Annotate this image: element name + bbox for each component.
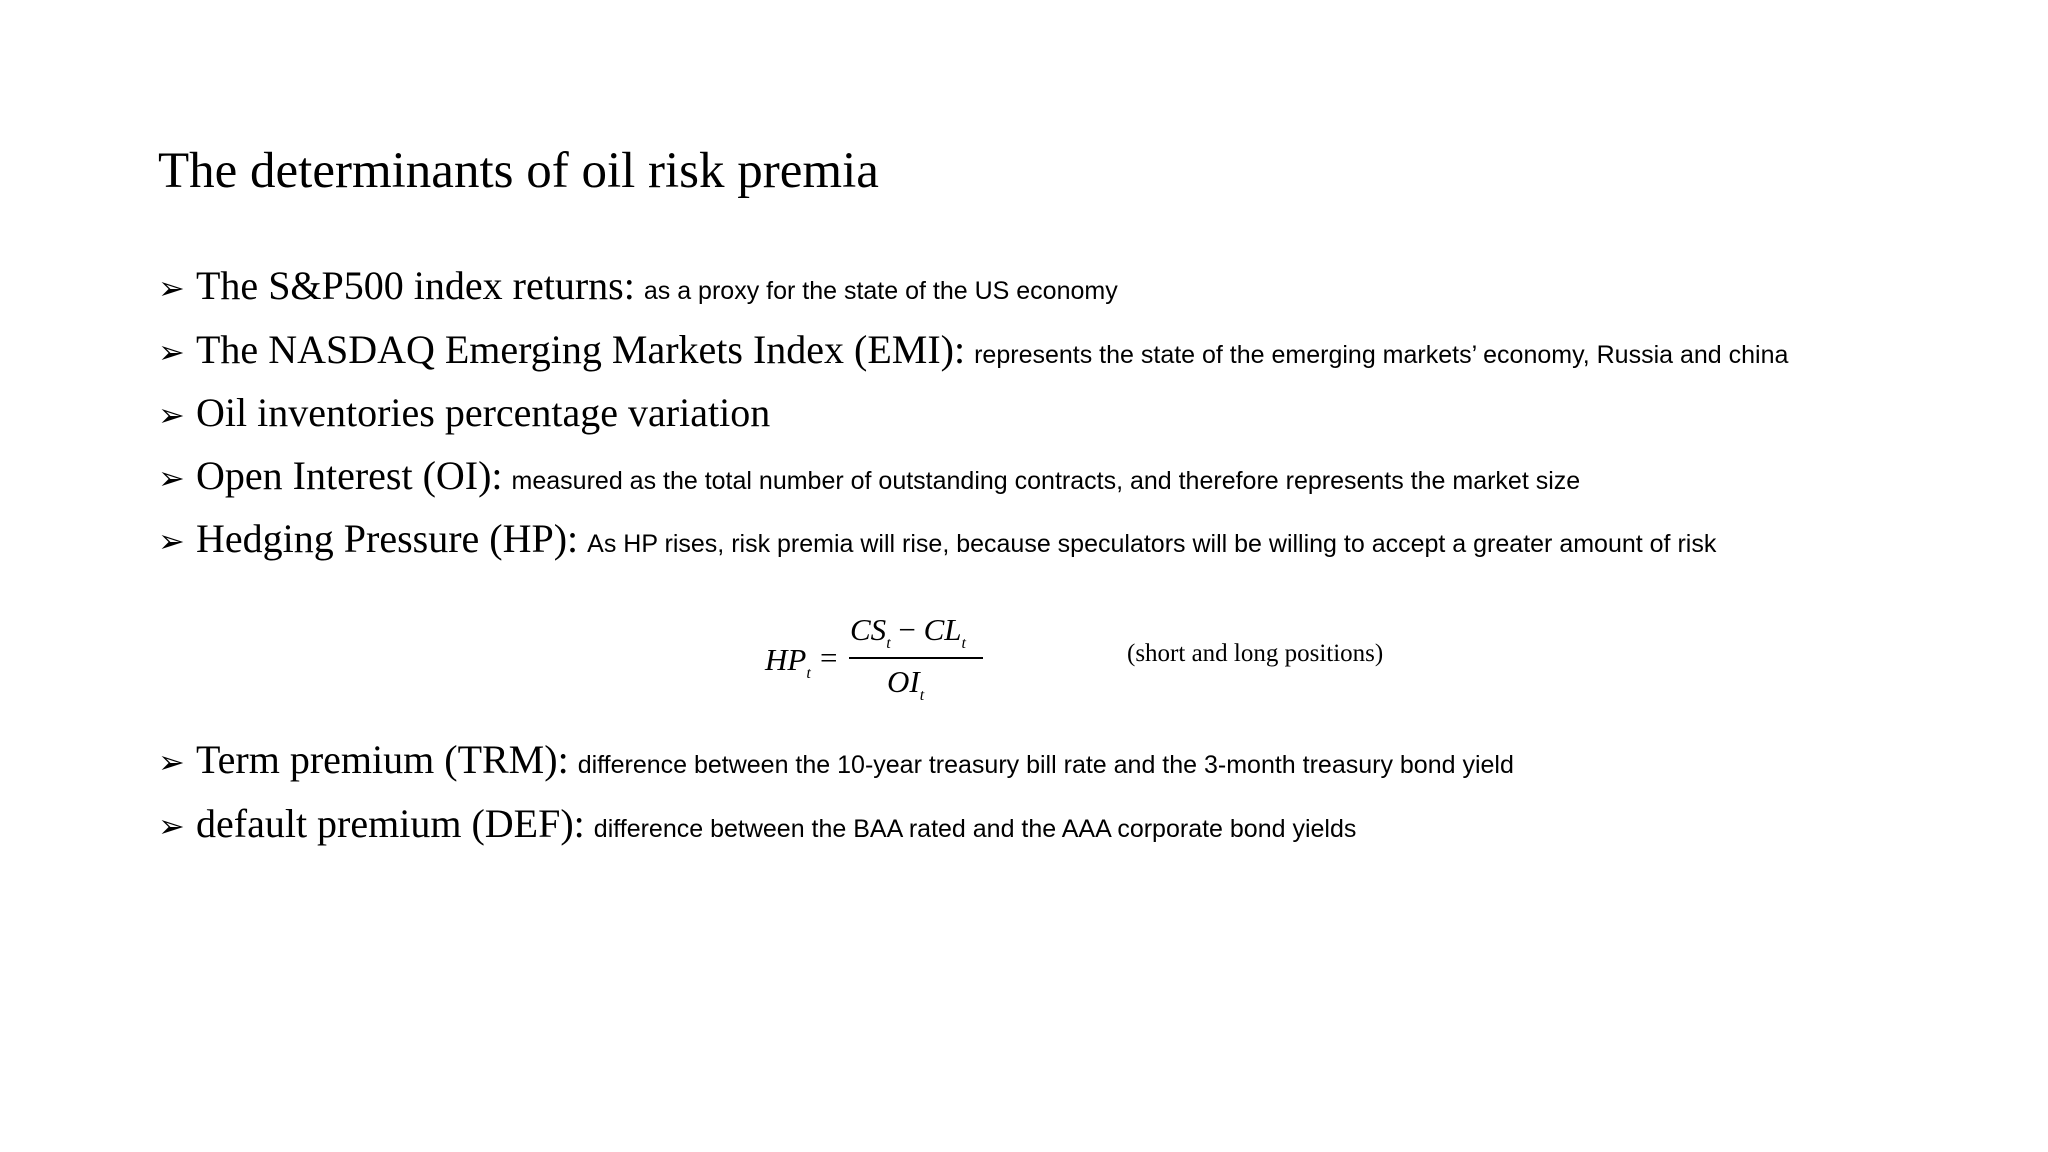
arrow-bullet-icon: ➢ xyxy=(158,743,185,781)
arrow-bullet-icon: ➢ xyxy=(158,269,185,307)
bullet-desc: measured as the total number of outstanding contracts, and therefore represents the market size xyxy=(511,467,1581,495)
bullet-desc: difference between the 10-year treasury bill rate and the 3-month treasury bond yield xyxy=(577,751,1514,779)
bullet-desc: As HP rises, risk premia will rise, because speculators will be willing to accept a greater amount of risk xyxy=(587,530,1717,558)
arrow-bullet-icon: ➢ xyxy=(158,459,185,497)
bullet-term: The NASDAQ Emerging Markets Index (EMI): xyxy=(196,327,966,372)
arrow-bullet-icon: ➢ xyxy=(158,807,185,845)
formula-denominator: $OI_t$ xyxy=(887,664,925,704)
arrow-bullet-icon: ➢ xyxy=(158,396,185,434)
arrow-bullet-icon: ➢ xyxy=(158,522,185,560)
bullet-desc: difference between the BAA rated and the AAA corporate bond yields xyxy=(593,815,1357,843)
formula-equals: = xyxy=(820,640,838,675)
bullet-term: Hedging Pressure (HP): xyxy=(196,516,579,561)
bullet-open-interest xyxy=(158,452,1580,512)
bullet-term: Term premium (TRM): xyxy=(196,737,569,782)
bullet-term: default premium (DEF): xyxy=(196,801,585,846)
bullet-hedging-pressure xyxy=(158,515,1716,575)
arrow-bullet-icon: ➢ xyxy=(158,333,185,371)
bullet-default-premium xyxy=(158,800,1356,860)
bullet-emi xyxy=(158,326,1788,386)
bullet-term: Oil inventories percentage variation xyxy=(196,390,771,435)
bullet-desc: represents the state of the emerging markets’ economy, Russia and china xyxy=(974,341,1789,369)
bullet-sp500 xyxy=(158,262,1118,322)
fraction-bar xyxy=(849,657,983,659)
formula-lhs: $HP_t$ xyxy=(765,642,811,682)
hp-formula xyxy=(765,612,995,712)
bullet-term: Open Interest (OI): xyxy=(196,453,503,498)
bullet-term: The S&P500 index returns: xyxy=(196,263,635,308)
formula-numerator: $CS_t - CL_t$ xyxy=(850,612,966,652)
bullet-term-premium xyxy=(158,736,1514,796)
slide-title: The determinants of oil risk premia xyxy=(158,143,879,199)
formula-note: (short and long positions) xyxy=(1127,640,1384,667)
bullet-oil-inventories xyxy=(158,389,770,449)
bullet-desc: as a proxy for the state of the US economy xyxy=(643,277,1118,305)
